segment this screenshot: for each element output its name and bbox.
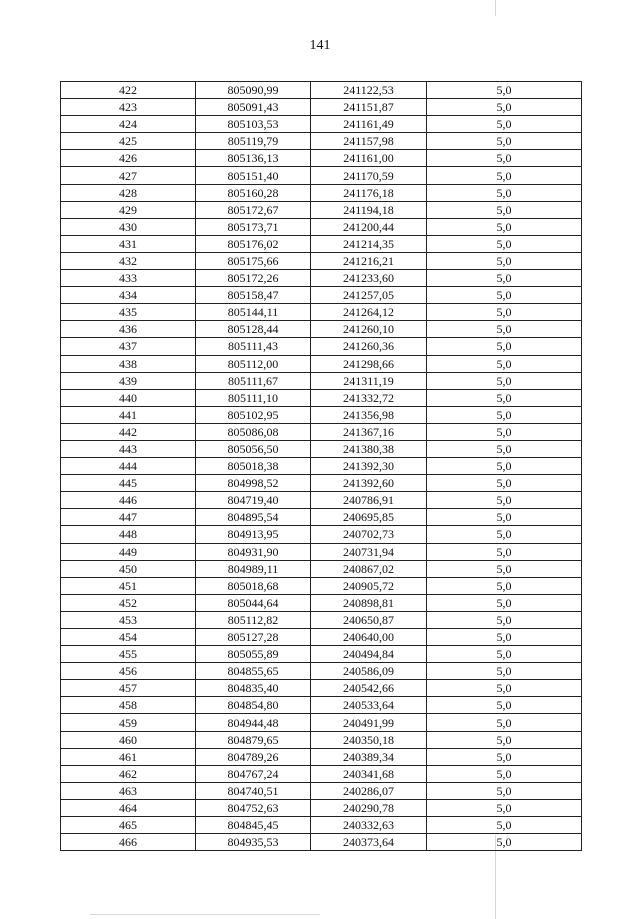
y-coordinate-cell: 241214,35 <box>311 235 427 252</box>
x-coordinate-cell: 805144,11 <box>196 304 311 321</box>
y-coordinate-cell: 241194,18 <box>311 201 427 218</box>
error-cell: 5,0 <box>427 355 582 372</box>
table-row <box>61 287 582 304</box>
x-coordinate-cell: 805018,68 <box>196 577 311 594</box>
point-number-cell: 427 <box>61 167 196 184</box>
x-coordinate-cell: 804998,52 <box>196 475 311 492</box>
point-number-cell: 446 <box>61 492 196 509</box>
table-row <box>61 406 582 423</box>
table-row <box>61 133 582 150</box>
point-number-cell: 436 <box>61 321 196 338</box>
x-coordinate-cell: 805055,89 <box>196 646 311 663</box>
table-row <box>61 167 582 184</box>
x-coordinate-cell: 805044,64 <box>196 594 311 611</box>
coordinates-table-container <box>60 81 581 851</box>
point-number-cell: 425 <box>61 133 196 150</box>
error-cell: 5,0 <box>427 782 582 799</box>
point-number-cell: 428 <box>61 184 196 201</box>
scan-edge-line <box>495 0 496 16</box>
error-cell: 5,0 <box>427 509 582 526</box>
x-coordinate-cell: 804854,80 <box>196 697 311 714</box>
x-coordinate-cell: 804752,63 <box>196 799 311 816</box>
point-number-cell: 435 <box>61 304 196 321</box>
point-number-cell: 429 <box>61 201 196 218</box>
y-coordinate-cell: 240786,91 <box>311 492 427 509</box>
point-number-cell: 465 <box>61 817 196 834</box>
y-coordinate-cell: 241200,44 <box>311 218 427 235</box>
table-row <box>61 765 582 782</box>
y-coordinate-cell: 240373,64 <box>311 834 427 851</box>
point-number-cell: 453 <box>61 611 196 628</box>
table-row <box>61 782 582 799</box>
error-cell: 5,0 <box>427 697 582 714</box>
x-coordinate-cell: 804931,90 <box>196 543 311 560</box>
x-coordinate-cell: 804789,26 <box>196 748 311 765</box>
point-number-cell: 433 <box>61 270 196 287</box>
point-number-cell: 463 <box>61 782 196 799</box>
table-row <box>61 799 582 816</box>
table-row <box>61 526 582 543</box>
error-cell: 5,0 <box>427 99 582 116</box>
error-cell: 5,0 <box>427 799 582 816</box>
y-coordinate-cell: 240332,63 <box>311 817 427 834</box>
point-number-cell: 464 <box>61 799 196 816</box>
error-cell: 5,0 <box>427 646 582 663</box>
x-coordinate-cell: 805136,13 <box>196 150 311 167</box>
point-number-cell: 438 <box>61 355 196 372</box>
x-coordinate-cell: 804855,65 <box>196 663 311 680</box>
x-coordinate-cell: 804845,45 <box>196 817 311 834</box>
y-coordinate-cell: 240290,78 <box>311 799 427 816</box>
table-row <box>61 440 582 457</box>
y-coordinate-cell: 240494,84 <box>311 646 427 663</box>
x-coordinate-cell: 805111,10 <box>196 389 311 406</box>
x-coordinate-cell: 805128,44 <box>196 321 311 338</box>
y-coordinate-cell: 241332,72 <box>311 389 427 406</box>
y-coordinate-cell: 240350,18 <box>311 731 427 748</box>
x-coordinate-cell: 805091,43 <box>196 99 311 116</box>
x-coordinate-cell: 805173,71 <box>196 218 311 235</box>
error-cell: 5,0 <box>427 594 582 611</box>
table-row <box>61 509 582 526</box>
table-row <box>61 218 582 235</box>
scan-edge-line <box>90 914 320 915</box>
x-coordinate-cell: 804895,54 <box>196 509 311 526</box>
y-coordinate-cell: 241367,16 <box>311 423 427 440</box>
error-cell: 5,0 <box>427 372 582 389</box>
table-row <box>61 543 582 560</box>
table-row <box>61 338 582 355</box>
point-number-cell: 456 <box>61 663 196 680</box>
table-row <box>61 458 582 475</box>
y-coordinate-cell: 241298,66 <box>311 355 427 372</box>
table-row <box>61 184 582 201</box>
y-coordinate-cell: 241356,98 <box>311 406 427 423</box>
table-row <box>61 560 582 577</box>
table-row <box>61 697 582 714</box>
table-row <box>61 150 582 167</box>
point-number-cell: 450 <box>61 560 196 577</box>
point-number-cell: 461 <box>61 748 196 765</box>
point-number-cell: 462 <box>61 765 196 782</box>
y-coordinate-cell: 241264,12 <box>311 304 427 321</box>
x-coordinate-cell: 804913,95 <box>196 526 311 543</box>
point-number-cell: 448 <box>61 526 196 543</box>
y-coordinate-cell: 240867,02 <box>311 560 427 577</box>
y-coordinate-cell: 240702,73 <box>311 526 427 543</box>
y-coordinate-cell: 241380,38 <box>311 440 427 457</box>
error-cell: 5,0 <box>427 543 582 560</box>
y-coordinate-cell: 241216,21 <box>311 252 427 269</box>
x-coordinate-cell: 805103,53 <box>196 116 311 133</box>
table-row <box>61 252 582 269</box>
x-coordinate-cell: 805112,00 <box>196 355 311 372</box>
error-cell: 5,0 <box>427 714 582 731</box>
point-number-cell: 424 <box>61 116 196 133</box>
table-row <box>61 817 582 834</box>
error-cell: 5,0 <box>427 458 582 475</box>
table-row <box>61 834 582 851</box>
error-cell: 5,0 <box>427 82 582 99</box>
y-coordinate-cell: 240695,85 <box>311 509 427 526</box>
point-number-cell: 432 <box>61 252 196 269</box>
point-number-cell: 447 <box>61 509 196 526</box>
error-cell: 5,0 <box>427 218 582 235</box>
y-coordinate-cell: 241122,53 <box>311 82 427 99</box>
x-coordinate-cell: 805112,82 <box>196 611 311 628</box>
x-coordinate-cell: 804944,48 <box>196 714 311 731</box>
table-row <box>61 304 582 321</box>
table-row <box>61 423 582 440</box>
error-cell: 5,0 <box>427 235 582 252</box>
x-coordinate-cell: 805111,43 <box>196 338 311 355</box>
error-cell: 5,0 <box>427 440 582 457</box>
x-coordinate-cell: 805172,26 <box>196 270 311 287</box>
point-number-cell: 426 <box>61 150 196 167</box>
table-row <box>61 577 582 594</box>
error-cell: 5,0 <box>427 338 582 355</box>
point-number-cell: 449 <box>61 543 196 560</box>
table-row <box>61 475 582 492</box>
point-number-cell: 439 <box>61 372 196 389</box>
x-coordinate-cell: 804719,40 <box>196 492 311 509</box>
y-coordinate-cell: 241161,49 <box>311 116 427 133</box>
point-number-cell: 437 <box>61 338 196 355</box>
y-coordinate-cell: 241260,10 <box>311 321 427 338</box>
error-cell: 5,0 <box>427 680 582 697</box>
point-number-cell: 434 <box>61 287 196 304</box>
error-cell: 5,0 <box>427 834 582 851</box>
error-cell: 5,0 <box>427 765 582 782</box>
point-number-cell: 423 <box>61 99 196 116</box>
y-coordinate-cell: 241161,00 <box>311 150 427 167</box>
y-coordinate-cell: 241260,36 <box>311 338 427 355</box>
point-number-cell: 445 <box>61 475 196 492</box>
x-coordinate-cell: 805176,02 <box>196 235 311 252</box>
point-number-cell: 441 <box>61 406 196 423</box>
y-coordinate-cell: 241233,60 <box>311 270 427 287</box>
point-number-cell: 454 <box>61 629 196 646</box>
x-coordinate-cell: 805175,66 <box>196 252 311 269</box>
error-cell: 5,0 <box>427 526 582 543</box>
table-row <box>61 492 582 509</box>
x-coordinate-cell: 805119,79 <box>196 133 311 150</box>
point-number-cell: 442 <box>61 423 196 440</box>
table-row <box>61 680 582 697</box>
error-cell: 5,0 <box>427 133 582 150</box>
error-cell: 5,0 <box>427 150 582 167</box>
x-coordinate-cell: 805018,38 <box>196 458 311 475</box>
error-cell: 5,0 <box>427 817 582 834</box>
x-coordinate-cell: 805172,67 <box>196 201 311 218</box>
table-row <box>61 321 582 338</box>
point-number-cell: 451 <box>61 577 196 594</box>
y-coordinate-cell: 241151,87 <box>311 99 427 116</box>
error-cell: 5,0 <box>427 629 582 646</box>
table-row <box>61 270 582 287</box>
table-row <box>61 714 582 731</box>
error-cell: 5,0 <box>427 611 582 628</box>
y-coordinate-cell: 240731,94 <box>311 543 427 560</box>
point-number-cell: 466 <box>61 834 196 851</box>
point-number-cell: 452 <box>61 594 196 611</box>
y-coordinate-cell: 241157,98 <box>311 133 427 150</box>
point-number-cell: 457 <box>61 680 196 697</box>
table-row <box>61 611 582 628</box>
table-row <box>61 235 582 252</box>
table-row <box>61 646 582 663</box>
error-cell: 5,0 <box>427 731 582 748</box>
point-number-cell: 458 <box>61 697 196 714</box>
x-coordinate-cell: 805127,28 <box>196 629 311 646</box>
y-coordinate-cell: 241392,60 <box>311 475 427 492</box>
y-coordinate-cell: 241392,30 <box>311 458 427 475</box>
y-coordinate-cell: 241311,19 <box>311 372 427 389</box>
y-coordinate-cell: 240533,64 <box>311 697 427 714</box>
x-coordinate-cell: 804935,53 <box>196 834 311 851</box>
table-row <box>61 629 582 646</box>
x-coordinate-cell: 805151,40 <box>196 167 311 184</box>
error-cell: 5,0 <box>427 663 582 680</box>
x-coordinate-cell: 805086,08 <box>196 423 311 440</box>
x-coordinate-cell: 805111,67 <box>196 372 311 389</box>
x-coordinate-cell: 805056,50 <box>196 440 311 457</box>
error-cell: 5,0 <box>427 252 582 269</box>
y-coordinate-cell: 240640,00 <box>311 629 427 646</box>
y-coordinate-cell: 240905,72 <box>311 577 427 594</box>
y-coordinate-cell: 240389,34 <box>311 748 427 765</box>
x-coordinate-cell: 805160,28 <box>196 184 311 201</box>
table-row <box>61 99 582 116</box>
error-cell: 5,0 <box>427 748 582 765</box>
x-coordinate-cell: 804879,65 <box>196 731 311 748</box>
x-coordinate-cell: 804989,11 <box>196 560 311 577</box>
y-coordinate-cell: 241170,59 <box>311 167 427 184</box>
error-cell: 5,0 <box>427 492 582 509</box>
error-cell: 5,0 <box>427 201 582 218</box>
error-cell: 5,0 <box>427 406 582 423</box>
y-coordinate-cell: 240586,09 <box>311 663 427 680</box>
table-row <box>61 663 582 680</box>
point-number-cell: 443 <box>61 440 196 457</box>
y-coordinate-cell: 241176,18 <box>311 184 427 201</box>
point-number-cell: 440 <box>61 389 196 406</box>
error-cell: 5,0 <box>427 184 582 201</box>
error-cell: 5,0 <box>427 560 582 577</box>
table-row <box>61 594 582 611</box>
error-cell: 5,0 <box>427 577 582 594</box>
x-coordinate-cell: 804767,24 <box>196 765 311 782</box>
error-cell: 5,0 <box>427 475 582 492</box>
point-number-cell: 422 <box>61 82 196 99</box>
y-coordinate-cell: 240898,81 <box>311 594 427 611</box>
table-row <box>61 389 582 406</box>
point-number-cell: 455 <box>61 646 196 663</box>
table-row <box>61 355 582 372</box>
error-cell: 5,0 <box>427 287 582 304</box>
table-row <box>61 82 582 99</box>
y-coordinate-cell: 240286,07 <box>311 782 427 799</box>
coordinates-table <box>60 81 582 851</box>
coordinates-table-body <box>61 82 582 851</box>
table-row <box>61 731 582 748</box>
x-coordinate-cell: 805102,95 <box>196 406 311 423</box>
error-cell: 5,0 <box>427 389 582 406</box>
x-coordinate-cell: 804740,51 <box>196 782 311 799</box>
y-coordinate-cell: 240542,66 <box>311 680 427 697</box>
table-row <box>61 116 582 133</box>
table-row <box>61 201 582 218</box>
table-row <box>61 372 582 389</box>
error-cell: 5,0 <box>427 321 582 338</box>
y-coordinate-cell: 240491,99 <box>311 714 427 731</box>
y-coordinate-cell: 241257,05 <box>311 287 427 304</box>
y-coordinate-cell: 240650,87 <box>311 611 427 628</box>
error-cell: 5,0 <box>427 304 582 321</box>
point-number-cell: 460 <box>61 731 196 748</box>
point-number-cell: 459 <box>61 714 196 731</box>
error-cell: 5,0 <box>427 270 582 287</box>
table-row <box>61 748 582 765</box>
y-coordinate-cell: 240341,68 <box>311 765 427 782</box>
x-coordinate-cell: 804835,40 <box>196 680 311 697</box>
page-number: 141 <box>309 38 331 53</box>
error-cell: 5,0 <box>427 167 582 184</box>
error-cell: 5,0 <box>427 116 582 133</box>
point-number-cell: 444 <box>61 458 196 475</box>
point-number-cell: 430 <box>61 218 196 235</box>
x-coordinate-cell: 805090,99 <box>196 82 311 99</box>
x-coordinate-cell: 805158,47 <box>196 287 311 304</box>
point-number-cell: 431 <box>61 235 196 252</box>
error-cell: 5,0 <box>427 423 582 440</box>
